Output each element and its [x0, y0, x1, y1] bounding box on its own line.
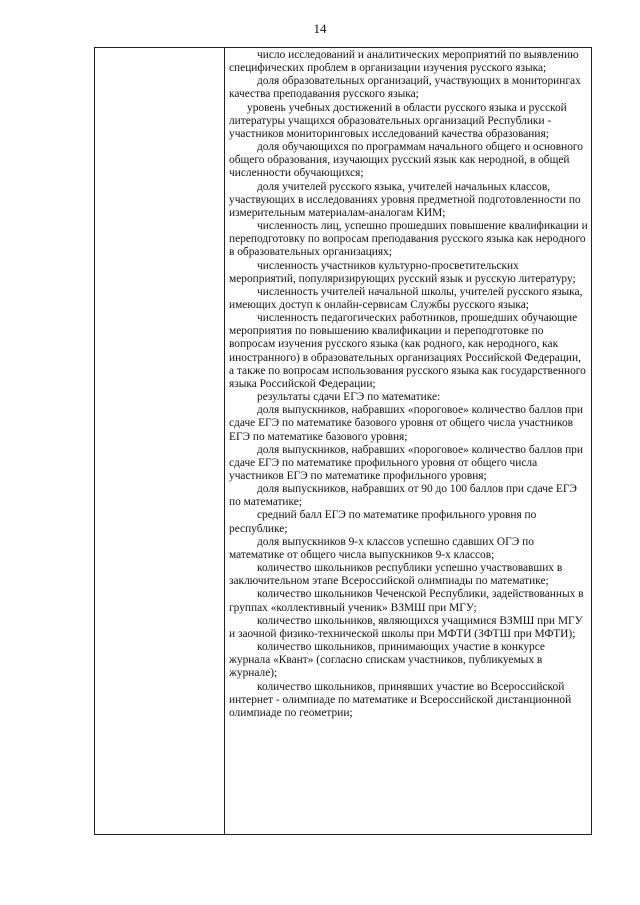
indicator-item: численность лиц, успешно прошедших повышение квалификации и переподготовку по вопросам преподавания русского языка как неродного в образовательных организациях; [229, 220, 588, 259]
indicator-item: результаты сдачи ЕГЭ по математике: [257, 391, 441, 404]
indicator-item: численность педагогических работников, прошедших обучающие мероприятия по повышению квалификации и переподготовке по вопросам изучения русского языка (как родного, как неродного, как иностранного) в образовательных организациях Российской Федерации, а также по вопросам использования русского языка как государственного языка Российской Федерации; [229, 312, 586, 390]
indicators-cell [229, 49, 588, 720]
indicator-item: количество школьников Чеченской Республики, задействованных в группах «коллективный ученик» ВЗМШ при МГУ; [229, 588, 584, 614]
indicator-item: уровень учебных достижений в области русского языка и русской литературы учащихся образовательных организаций Республики - участников мониторинговых исследований качества образования; [229, 101, 567, 140]
indicator-item: средний балл ЕГЭ по математике профильного уровня по республике; [229, 509, 537, 535]
indicator-item: число исследований и аналитических мероприятий по выявлению специфических проблем в организации изучения русского языка; [229, 49, 579, 75]
indicator-item: количество школьников, являющихся учащимися ВЗМШ при МГУ и заочной физико-технической школы при МФТИ (ЗФТШ при МФТИ); [229, 614, 583, 640]
indicator-item: количество школьников республики успешно участвовавших в заключительном этапе Всероссийской олимпиады по математике; [229, 562, 563, 588]
indicator-item: доля обучающихся по программам начального общего и основного общего образования, изучающих русский язык как неродной, в общей численности обучающихся; [229, 141, 583, 180]
indicator-item: численность учителей начальной школы, учителей русского языка, имеющих доступ к онлайн-сервисам Службы русского языка; [229, 285, 583, 311]
page-number: 14 [313, 21, 327, 36]
indicator-item: доля выпускников, набравших «пороговое» количество баллов при сдаче ЕГЭ по математике профильного уровня от общего числа участников ЕГЭ по математике профильного уровня; [229, 443, 583, 482]
indicator-item: доля выпускников 9-х классов успешно сдавших ОГЭ по математике от общего числа выпускников 9-х классов; [229, 535, 534, 561]
indicator-item: доля выпускников, набравших «пороговое» количество баллов при сдаче ЕГЭ по математике базового уровня от общего числа участников ЕГЭ по математике базового уровня; [229, 404, 583, 443]
column-divider [224, 48, 225, 834]
indicator-item: количество школьников, принявших участие во Всероссийской интернет - олимпиаде по математике и Всероссийской дистанционной олимпиаде по геометрии; [229, 680, 572, 719]
indicator-item: численность участников культурно-просветительских мероприятий, популяризирующих русский язык и русскую литературу; [229, 259, 576, 285]
indicator-item: доля учителей русского языка, учителей начальных классов, участвующих в исследованиях уровня предметной подготовленности по измерительным материалам-аналогам КИМ; [229, 180, 581, 219]
indicators-table [94, 47, 592, 835]
indicator-item: количество школьников, принимающих участие в конкурсе журнала «Квант» (согласно спискам участников, публикуемых в журнале); [229, 641, 545, 680]
indicator-item: доля образовательных организаций, участвующих в мониторингах качества преподавания русского языка; [229, 75, 581, 101]
indicator-item: доля выпускников, набравших от 90 до 100 баллов при сдаче ЕГЭ по математике; [229, 483, 577, 509]
